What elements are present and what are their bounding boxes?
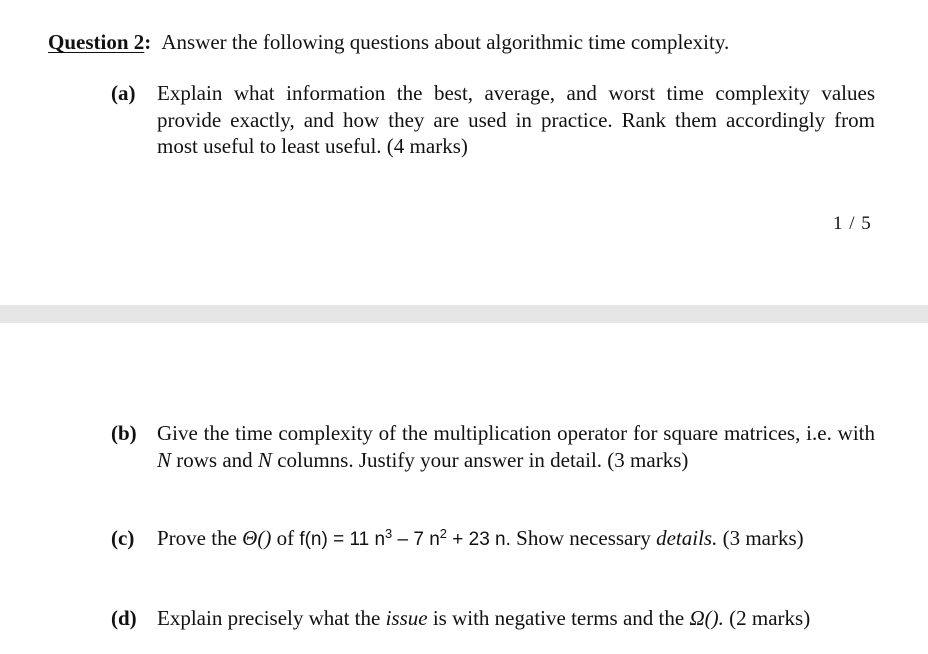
part-d-text-3: (2 marks) xyxy=(723,606,811,630)
question-label: Question 2 xyxy=(48,30,145,54)
part-d-text xyxy=(157,605,875,632)
part-a-label: (a) xyxy=(111,81,136,105)
part-b-var-n-2: N xyxy=(257,447,272,472)
formula-exponent-1: 3 xyxy=(385,525,393,541)
part-b-var-n-1: N xyxy=(157,447,172,472)
part-c-text-2: of xyxy=(271,526,300,550)
page-separator xyxy=(0,305,928,323)
question-heading xyxy=(48,29,729,55)
formula xyxy=(299,525,511,550)
part-a xyxy=(111,80,875,160)
part-b-text-3: columns. Justify your answer in detail. (3 marks) xyxy=(271,447,689,472)
part-d-text-1: Explain precisely what the xyxy=(157,606,386,630)
formula-part-3: + 23 n. xyxy=(446,529,511,550)
part-c-text-1: Prove the xyxy=(157,526,243,550)
theta-symbol: Θ() xyxy=(242,526,272,550)
question-text: Answer the following questions about algorithmic time complexity. xyxy=(161,30,730,54)
part-d-text-2: is with negative terms and the xyxy=(427,606,690,630)
part-b-label: (b) xyxy=(111,421,137,445)
part-d-label: (d) xyxy=(111,606,137,630)
part-b-text xyxy=(157,420,875,473)
formula-part-1: f(n) = 11 n xyxy=(299,529,386,550)
page-number: 1 / 5 xyxy=(833,213,872,234)
part-c-text-3: Show necessary xyxy=(510,526,657,550)
part-d-emph: issue xyxy=(385,606,428,630)
part-d xyxy=(111,605,875,632)
part-c xyxy=(111,525,875,554)
part-c-emph: details. xyxy=(656,526,718,550)
part-b-text-2: rows and xyxy=(171,447,258,472)
part-b xyxy=(111,420,875,473)
part-c-label: (c) xyxy=(111,526,135,550)
part-c-text-4: (3 marks) xyxy=(717,526,804,550)
part-c-text xyxy=(157,525,875,554)
question-colon: : xyxy=(144,30,152,54)
formula-exponent-2: 2 xyxy=(439,525,447,541)
part-a-text: Explain what information the best, average, and worst time complexity values provide exactly, and how they are used in practice. Rank them accordingly from most useful to least useful. (4 marks) xyxy=(157,81,875,158)
part-b-text-1: Give the time complexity of the multiplication operator for square matrices, i.e. with xyxy=(157,421,875,445)
omega-symbol: Ω(). xyxy=(689,606,724,630)
formula-part-2: – 7 n xyxy=(392,529,440,550)
